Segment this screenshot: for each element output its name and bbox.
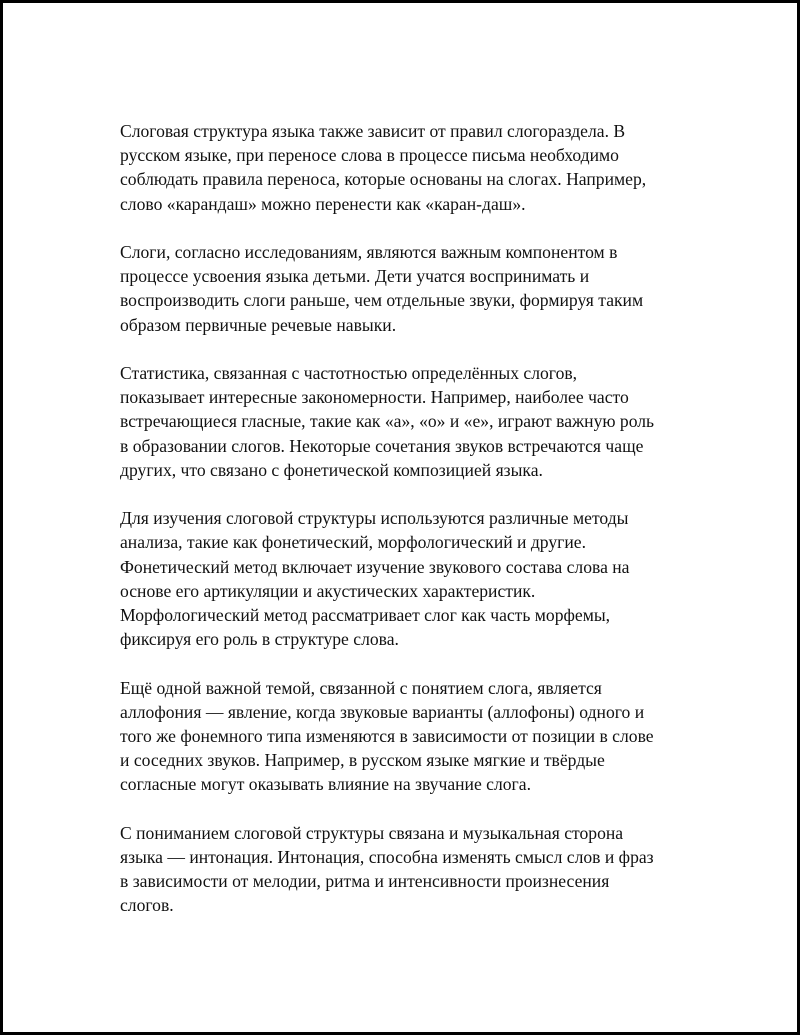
paragraph: Ещё одной важной темой, связанной с понятием слога, является аллофония — явление, когда звуковые варианты (аллофоны) одного и того же фонемного типа изменяются в зависимости от позиции в слове и соседних звуков. Например, в русском языке мягкие и твёрдые согласные могут оказывать влияние на звучание слога. bbox=[120, 677, 654, 795]
paragraph: Статистика, связанная с частотностью определённых слогов, показывает интересные закономерности. Например, наиболее часто встречающиеся гласные, такие как «а», «о» и «е», играют важную роль в образовании слогов. Некоторые сочетания звуков встречаются чаще других, что связано с фонетической композицией языка. bbox=[120, 363, 655, 480]
paragraph: Для изучения слоговой структуры используются различные методы анализа, такие как фонетический, морфологический и другие. Фонетический метод включает изучение звукового состава слова на основе его артикуляции и акустических характеристик. Морфологический метод рассматривает слог как часть морфемы, фиксируя его роль в структуре слова. bbox=[120, 508, 630, 650]
paragraph: Слоги, согласно исследованиям, являются важным компонентом в процессе усвоения языка детьми. Дети учатся воспринимать и воспроизводить слоги раньше, чем отдельные звуки, формируя таким образом первичные речевые навыки. bbox=[120, 242, 644, 335]
document-body bbox=[120, 119, 690, 942]
paragraph: Слоговая структура языка также зависит от правил слогораздела. В русском языке, при переносе слова в процессе письма необходимо соблюдать правила переноса, которые основаны на слогах. Например, слово «карандаш» можно перенести как «каран-даш». bbox=[120, 121, 647, 214]
paragraph: С пониманием слоговой структуры связана и музыкальная сторона языка — интонация. Интонация, способна изменять смысл слов и фраз в зависимости от мелодии, ритма и интенсивности произнесения слогов. bbox=[120, 822, 654, 916]
